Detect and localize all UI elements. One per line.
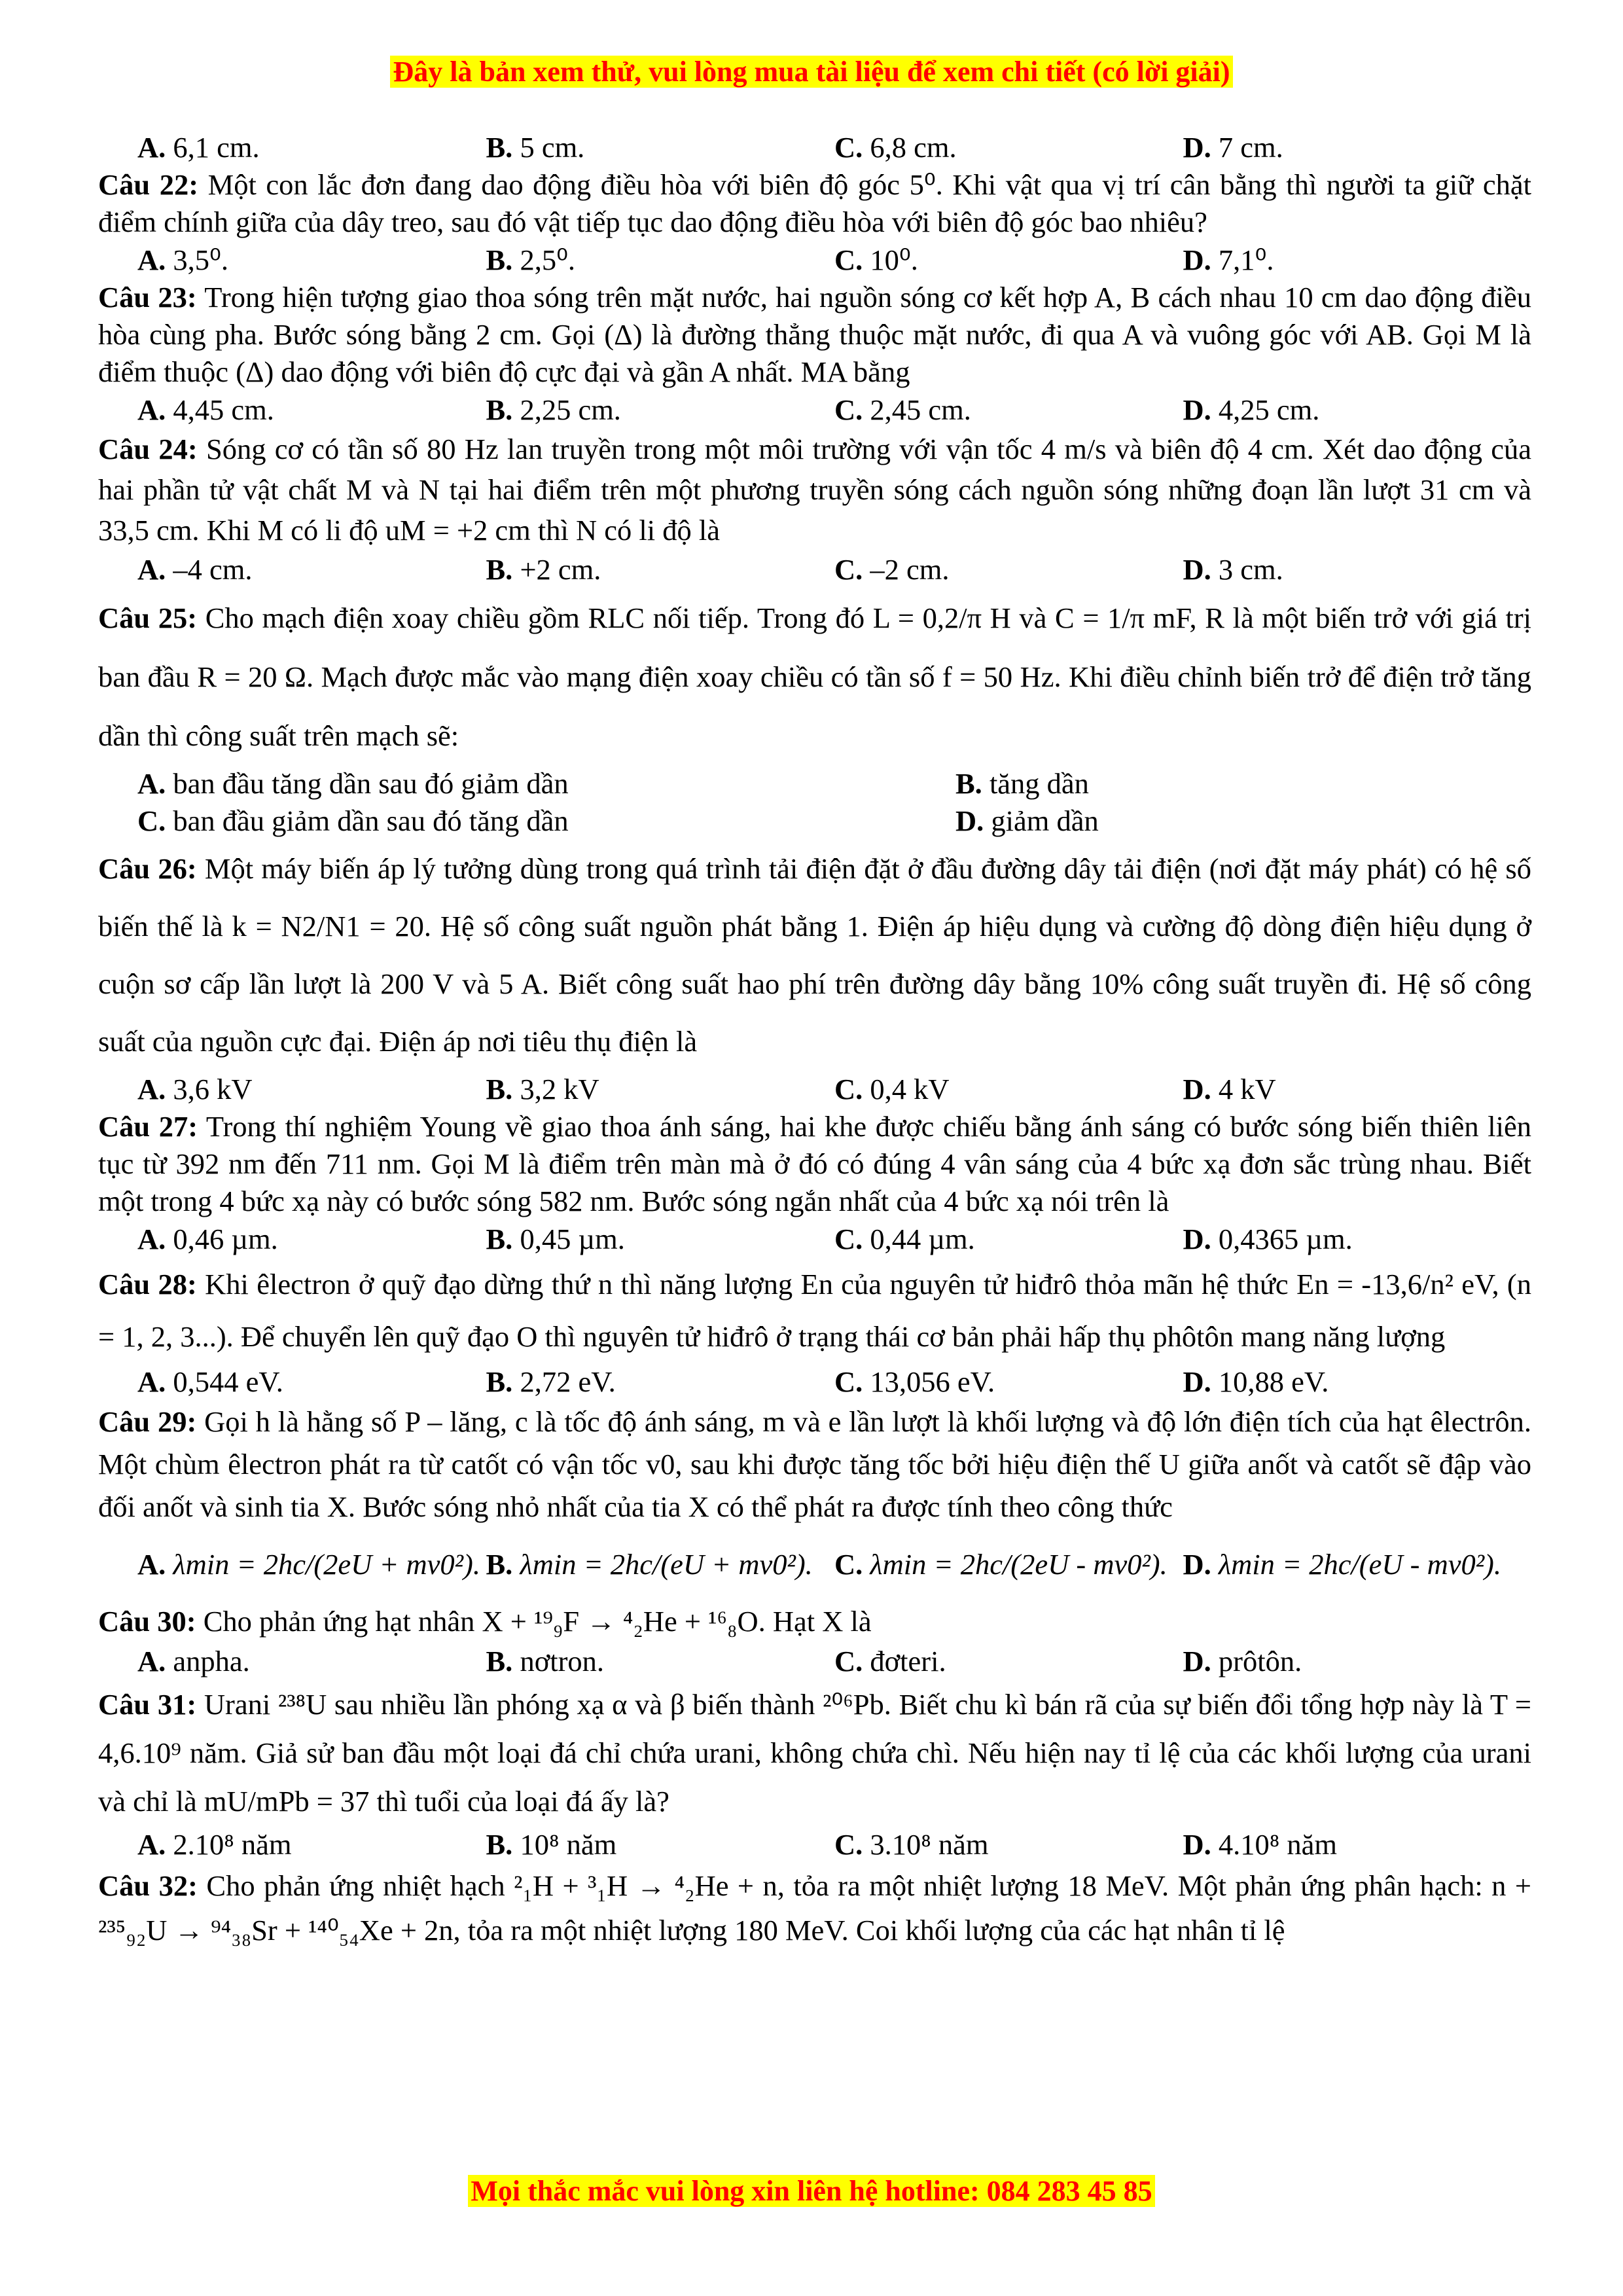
- option-text: –4 cm.: [173, 552, 253, 586]
- option-text: giảm dần: [991, 804, 1099, 837]
- question-number: Câu 26:: [98, 852, 197, 885]
- option-label: D.: [1183, 130, 1211, 164]
- option-label: A.: [137, 1365, 166, 1398]
- option-text: 0,4365 µm.: [1218, 1222, 1353, 1255]
- question-28: [98, 1258, 1531, 1363]
- option-label: B.: [486, 243, 513, 276]
- question-24: [98, 429, 1531, 550]
- option-text: λmin = 2hc/(eU - mv0²).: [1218, 1547, 1502, 1581]
- option-text: 10⁸ năm: [520, 1827, 617, 1861]
- q21-options: [98, 128, 1531, 166]
- option-text: 6,8 cm.: [870, 130, 957, 164]
- option-label: B.: [486, 1547, 513, 1581]
- question-32: [98, 1863, 1531, 1952]
- hotline-banner: [0, 2174, 1623, 2208]
- option-label: B.: [486, 1365, 513, 1398]
- option-label: B.: [486, 1222, 513, 1255]
- option-label: A.: [137, 1222, 166, 1255]
- question-30: [98, 1600, 1531, 1642]
- option-text: λmin = 2hc/(2eU - mv0²).: [870, 1547, 1168, 1581]
- option-text: 3,5⁰.: [173, 243, 228, 276]
- option-label: A.: [137, 393, 166, 426]
- question-31: [98, 1680, 1531, 1825]
- option-text: –2 cm.: [870, 552, 950, 586]
- option-text: tăng dần: [989, 767, 1089, 800]
- option-text: 2.10⁸ năm: [173, 1827, 292, 1861]
- option-label: D.: [1183, 1072, 1211, 1105]
- option-text: 4 kV: [1218, 1072, 1276, 1105]
- option-label: A.: [137, 1547, 166, 1581]
- option-label: C.: [834, 552, 863, 586]
- option-text: 4.10⁸ năm: [1218, 1827, 1338, 1861]
- option-text: 10⁰.: [870, 243, 918, 276]
- question-number: Câu 22:: [98, 168, 199, 201]
- question-text: Trong thí nghiệm Young về giao thoa ánh sáng, hai khe được chiếu bằng ánh sáng có bước sóng biến thiên liên tục từ 392 nm đến 711 nm. Gọi M là điểm trên màn mà ở đó có đúng 4 vân sáng của 4 bức xạ đơn sắc trùng nhau. Biết một trong 4 bức xạ này có bước sóng 582 nm. Bước sóng ngắn nhất của 4 bức xạ nói trên là: [98, 1110, 1531, 1217]
- option-label: D.: [1183, 1827, 1211, 1861]
- option-text: 0,46 µm.: [173, 1222, 278, 1255]
- option-text: 5 cm.: [520, 130, 585, 164]
- option-text: anpha.: [173, 1644, 250, 1677]
- option-label: C.: [834, 1547, 863, 1581]
- option-text: 6,1 cm.: [173, 130, 260, 164]
- option-text: 2,45 cm.: [870, 393, 971, 426]
- option-label: C.: [834, 1222, 863, 1255]
- q30-options: [98, 1642, 1531, 1680]
- option-text: ban đầu giảm dần sau đó tăng dần: [173, 804, 569, 837]
- option-text: λmin = 2hc/(2eU + mv0²).: [173, 1547, 480, 1581]
- q25-options-row2: [98, 802, 1531, 840]
- option-text: prôtôn.: [1218, 1644, 1302, 1677]
- q25-options-row1: [98, 765, 1531, 802]
- option-text: 4,25 cm.: [1218, 393, 1320, 426]
- q27-options: [98, 1220, 1531, 1258]
- preview-banner-text: Đây là bản xem thử, vui lòng mua tài liệu để xem chi tiết (có lời giải): [390, 56, 1232, 88]
- question-text: Một máy biến áp lý tưởng dùng trong quá trình tải điện đặt ở đầu đường dây tải điện (nơi đặt máy phát) có hệ số biến thế là k = N2/N1 = 20. Hệ số công suất nguồn phát bằng 1. Điện áp hiệu dụng và cường độ dòng điện hiệu dụng ở cuộn sơ cấp lần lượt là 200 V và 5 A. Biết công suất hao phí trên đường dây bằng 10% công suất truyền đi. Hệ số công suất của nguồn cực đại. Điện áp nơi tiêu thụ điện là: [98, 852, 1531, 1058]
- option-label: B.: [486, 1644, 513, 1677]
- option-text: λmin = 2hc/(eU + mv0²).: [520, 1547, 813, 1581]
- option-label: C.: [834, 243, 863, 276]
- option-text: 0,4 kV: [870, 1072, 950, 1105]
- q31-options: [98, 1825, 1531, 1863]
- question-number: Câu 27:: [98, 1110, 198, 1143]
- question-number: Câu 23:: [98, 281, 197, 314]
- question-number: Câu 25:: [98, 601, 198, 634]
- question-27: [98, 1108, 1531, 1220]
- option-label: C.: [137, 804, 166, 837]
- option-text: 3.10⁸ năm: [870, 1827, 989, 1861]
- option-label: A.: [137, 767, 166, 800]
- option-text: ban đầu tăng dần sau đó giảm dần: [173, 767, 569, 800]
- option-text: 7,1⁰.: [1218, 243, 1274, 276]
- question-text: Trong hiện tượng giao thoa sóng trên mặt nước, hai nguồn sóng cơ kết hợp A, B cách nhau 10 cm dao động điều hòa cùng pha. Bước sóng bằng 2 cm. Gọi (Δ) là đường thẳng thuộc mặt nước, đi qua A và vuông góc với AB. Gọi M là điểm thuộc (Δ) dao động với biên độ cực đại và gần A nhất. MA bằng: [98, 281, 1531, 388]
- question-26: [98, 840, 1531, 1070]
- q22-options: [98, 241, 1531, 279]
- option-text: 0,45 µm.: [520, 1222, 625, 1255]
- question-number: Câu 30:: [98, 1605, 196, 1638]
- question-text: Cho phản ứng nhiệt hạch ²₁H + ³₁H → ⁴₂He + n, tỏa ra một nhiệt lượng 18 MeV. Một phản ứng phân hạch: n + ²³⁵₉₂U → ⁹⁴₃₈Sr + ¹⁴⁰₅₄Xe + 2n, tỏa ra một nhiệt lượng 180 MeV. Coi khối lượng của các hạt nhân tỉ lệ: [98, 1869, 1532, 1946]
- option-text: 3,2 kV: [520, 1072, 599, 1105]
- question-number: Câu 32:: [98, 1869, 198, 1902]
- option-label: C.: [834, 1827, 863, 1861]
- option-text: 3 cm.: [1218, 552, 1283, 586]
- option-label: A.: [137, 1644, 166, 1677]
- option-text: 13,056 eV.: [870, 1365, 995, 1398]
- option-text: đơteri.: [870, 1644, 946, 1677]
- option-label: B.: [486, 1827, 513, 1861]
- option-label: B.: [486, 130, 513, 164]
- option-label: A.: [137, 552, 166, 586]
- option-text: 4,45 cm.: [173, 393, 274, 426]
- option-label: D.: [1183, 393, 1211, 426]
- option-label: D.: [1183, 1365, 1211, 1398]
- question-text: Cho phản ứng hạt nhân X + ¹⁹₉F → ⁴₂He + ¹⁶₈O. Hạt X là: [203, 1605, 872, 1638]
- option-label: D.: [955, 804, 984, 837]
- option-text: +2 cm.: [520, 552, 601, 586]
- question-text: Urani ²³⁸U sau nhiều lần phóng xạ α và β biến thành ²⁰⁶Pb. Biết chu kì bán rã của sự biến đổi tổng hợp này là T = 4,6.10⁹ năm. Giả sử ban đầu một loại đá chỉ chứa urani, không chứa chì. Nếu hiện nay tỉ lệ của các khối lượng của urani và chỉ là mU/mPb = 37 thì tuổi của loại đá ấy là?: [98, 1688, 1531, 1818]
- option-label: B.: [486, 1072, 513, 1105]
- question-number: Câu 31:: [98, 1688, 197, 1721]
- option-label: B.: [955, 767, 982, 800]
- question-number: Câu 24:: [98, 433, 198, 465]
- question-25: [98, 588, 1531, 765]
- option-label: A.: [137, 1072, 166, 1105]
- option-text: 2,72 eV.: [520, 1365, 616, 1398]
- option-label: D.: [1183, 1644, 1211, 1677]
- option-text: 0,44 µm.: [870, 1222, 975, 1255]
- option-label: A.: [137, 1827, 166, 1861]
- q24-options: [98, 550, 1531, 588]
- option-text: 0,544 eV.: [173, 1365, 283, 1398]
- option-text: 7 cm.: [1218, 130, 1283, 164]
- question-29: [98, 1401, 1531, 1528]
- option-label: D.: [1183, 243, 1211, 276]
- question-text: Một con lắc đơn đang dao động điều hòa với biên độ góc 5⁰. Khi vật qua vị trí cân bằng thì người ta giữ chặt điểm chính giữa của dây treo, sau đó vật tiếp tục dao động điều hòa với biên độ góc bao nhiêu?: [98, 168, 1531, 238]
- option-label: C.: [834, 1365, 863, 1398]
- option-text: 3,6 kV: [173, 1072, 253, 1105]
- q23-options: [98, 391, 1531, 429]
- option-text: 2,5⁰.: [520, 243, 576, 276]
- question-23: [98, 279, 1531, 391]
- q26-options: [98, 1070, 1531, 1108]
- option-label: C.: [834, 393, 863, 426]
- option-label: C.: [834, 130, 863, 164]
- option-label: D.: [1183, 1222, 1211, 1255]
- option-label: D.: [1183, 552, 1211, 586]
- option-label: D.: [1183, 1547, 1211, 1581]
- question-text: Khi êlectron ở quỹ đạo dừng thứ n thì năng lượng En của nguyên tử hiđrô thỏa mãn hệ thức En = -13,6/n² eV, (n = 1, 2, 3...). Để chuyển lên quỹ đạo O thì nguyên tử hiđrô ở trạng thái cơ bản phải hấp thụ phôtôn mang năng lượng: [98, 1268, 1531, 1353]
- option-label: A.: [137, 243, 166, 276]
- option-label: C.: [834, 1644, 863, 1677]
- hotline-banner-text: Mọi thắc mắc vui lòng xin liên hệ hotline: 084 283 45 85: [468, 2175, 1154, 2207]
- q29-options: [98, 1528, 1531, 1600]
- preview-banner: [0, 55, 1623, 88]
- q28-options: [98, 1363, 1531, 1401]
- option-text: nơtron.: [520, 1644, 605, 1677]
- question-number: Câu 29:: [98, 1405, 197, 1438]
- question-text: Sóng cơ có tần số 80 Hz lan truyền trong một môi trường với vận tốc 4 m/s và biên độ 4 cm. Xét dao động của hai phần tử vật chất M và N tại hai điểm trên một phương truyền sóng cách nguồn sóng những đoạn lần lượt 31 cm và 33,5 cm. Khi M có li độ uM = +2 cm thì N có li độ là: [98, 433, 1531, 547]
- option-label: C.: [834, 1072, 863, 1105]
- question-number: Câu 28:: [98, 1268, 197, 1300]
- question-text: Gọi h là hằng số P – lăng, c là tốc độ ánh sáng, m và e lần lượt là khối lượng và độ lớn điện tích của hạt êlectrôn. Một chùm êlectron phát ra từ catốt có vận tốc v0, sau khi được tăng tốc bởi hiệu điện thế U giữa anốt và catốt sẽ đập vào đối anốt và sinh tia X. Bước sóng nhỏ nhất của tia X có thể phát ra được tính theo công thức: [98, 1405, 1531, 1523]
- question-text: Cho mạch điện xoay chiều gồm RLC nối tiếp. Trong đó L = 0,2/π H và C = 1/π mF, R là một biến trở với giá trị ban đầu R = 20 Ω. Mạch được mắc vào mạng điện xoay chiều có tần số f = 50 Hz. Khi điều chỉnh biến trở để điện trở tăng dần thì công suất trên mạch sẽ:: [98, 601, 1531, 752]
- option-label: B.: [486, 393, 513, 426]
- option-text: 10,88 eV.: [1218, 1365, 1329, 1398]
- option-label: A.: [137, 130, 166, 164]
- question-22: [98, 166, 1531, 241]
- exam-content: [98, 128, 1531, 1952]
- option-label: B.: [486, 552, 513, 586]
- option-text: 2,25 cm.: [520, 393, 621, 426]
